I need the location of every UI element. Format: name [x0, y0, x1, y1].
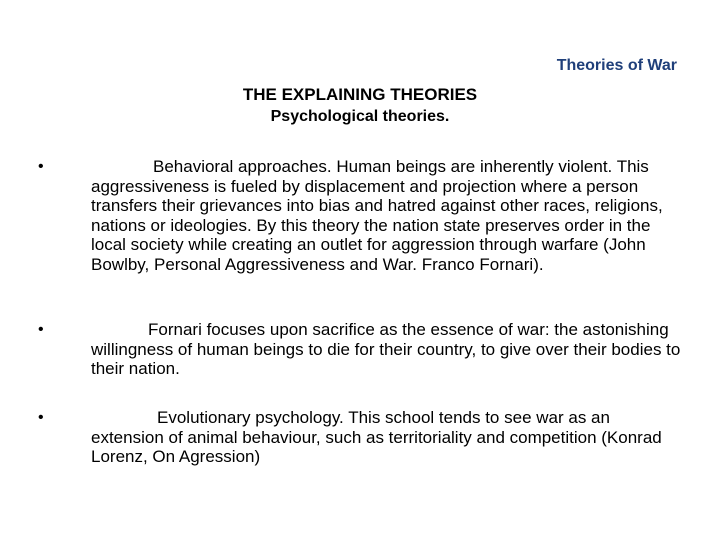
- bullet-marker: •: [38, 409, 44, 426]
- sub-heading: Psychological theories.: [270, 108, 450, 125]
- bullet-text: Evolutionary psychology. This school tends to see war as an extension of animal behaviour, such as territoriality and competition (Konrad Lorenz, On Agression): [91, 408, 662, 466]
- bullet-text: Behavioral approaches. Human beings are inherently violent. This aggressiveness is fueled by displacement and projection where a person transfers their grievances into bias and hatred against other races, religions, nations or ideologies. By this theory the nation state preserves order in the local society while creating an outlet for aggression through warfare (John Bowlby, Personal Aggressiveness and War. Franco Fornari).: [91, 157, 663, 274]
- bullet-marker: •: [38, 158, 44, 175]
- bullet-text-container: [91, 408, 687, 467]
- bullet-text-container: [91, 157, 687, 274]
- heading-block: [0, 84, 720, 128]
- slide-header-title: Theories of War: [556, 57, 677, 74]
- bullet-marker: •: [38, 321, 44, 338]
- bullet-text-container: [91, 320, 687, 379]
- bullet-text: Fornari focuses upon sacrifice as the essence of war: the astonishing willingness of human beings to die for their country, to give over their bodies to their nation.: [91, 320, 681, 378]
- main-heading: THE EXPLAINING THEORIES: [242, 85, 478, 104]
